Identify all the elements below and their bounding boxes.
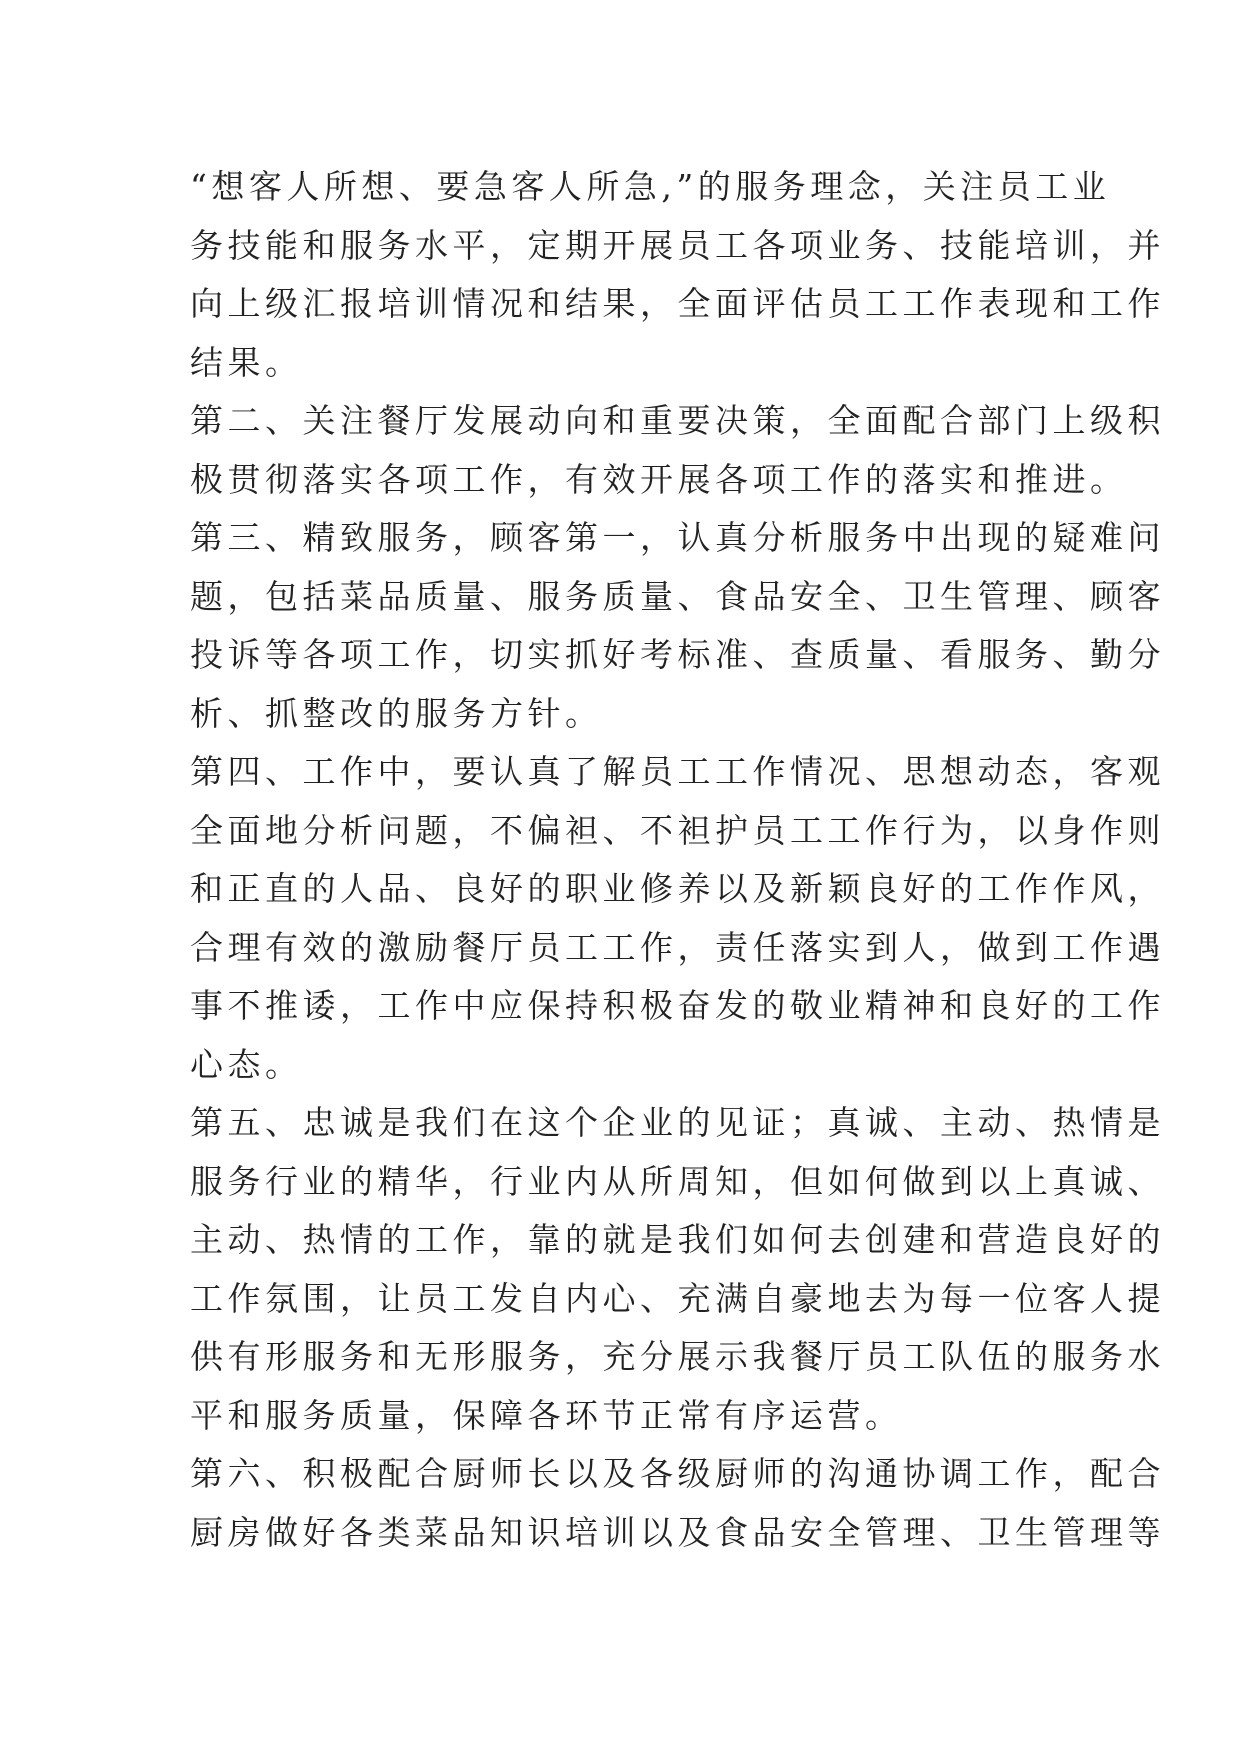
document-body	[190, 158, 1165, 1562]
text-line: 第六、积极配合厨师长以及各级厨师的沟通协调工作，配合	[190, 1454, 1165, 1493]
text-line: 供有形服务和无形服务，充分展示我餐厅员工队伍的服务水	[190, 1337, 1165, 1376]
text-line: 析、抓整改的服务方针。	[190, 693, 603, 733]
text-line: 向上级汇报培训情况和结果，全面评估员工工作表现和工作	[190, 284, 1165, 323]
text-line: 厨房做好各类菜品知识培训以及食品安全管理、卫生管理等	[190, 1512, 1165, 1552]
text-line: 合理有效的激励餐厅员工工作，责任落实到人，做到工作遇	[190, 927, 1165, 967]
text-line: 心态。	[190, 1044, 303, 1084]
text-line: 工作氛围，让员工发自内心、充满自豪地去为每一位客人提	[190, 1278, 1165, 1318]
text-line: 全面地分析问题，不偏袒、不袒护员工工作行为，以身作则	[190, 810, 1165, 850]
text-line: 极贯彻落实各项工作，有效开展各项工作的落实和推进。	[190, 459, 1128, 499]
text-line: 主动、热情的工作，靠的就是我们如何去创建和营造良好的	[190, 1220, 1165, 1259]
text-line: 第二、关注餐厅发展动向和重要决策，全面配合部门上级积	[190, 401, 1165, 440]
text-line: 题，包括菜品质量、服务质量、食品安全、卫生管理、顾客	[190, 576, 1165, 616]
text-line: 结果。	[190, 342, 303, 382]
text-line: 平和服务质量，保障各环节正常有序运营。	[190, 1395, 903, 1435]
text-line: 和正直的人品、良好的职业修养以及新颖良好的工作作风，	[190, 869, 1165, 908]
text-line: 第五、忠诚是我们在这个企业的见证；真诚、主动、热情是	[190, 1103, 1165, 1142]
text-line: 第三、精致服务，顾客第一，认真分析服务中出现的疑难问	[190, 518, 1165, 557]
text-line: 务技能和服务水平，定期开展员工各项业务、技能培训，并	[190, 225, 1165, 265]
text-line: “想客人所想、要急客人所急,”的服务理念，关注员工业	[190, 167, 1111, 206]
text-line: 投诉等各项工作，切实抓好考标准、查质量、看服务、勤分	[190, 635, 1165, 674]
text-line: 事不推诿，工作中应保持积极奋发的敬业精神和良好的工作	[190, 986, 1165, 1025]
text-line: 服务行业的精华，行业内从所周知，但如何做到以上真诚、	[190, 1161, 1165, 1201]
text-line: 第四、工作中，要认真了解员工工作情况、思想动态，客观	[190, 752, 1165, 791]
